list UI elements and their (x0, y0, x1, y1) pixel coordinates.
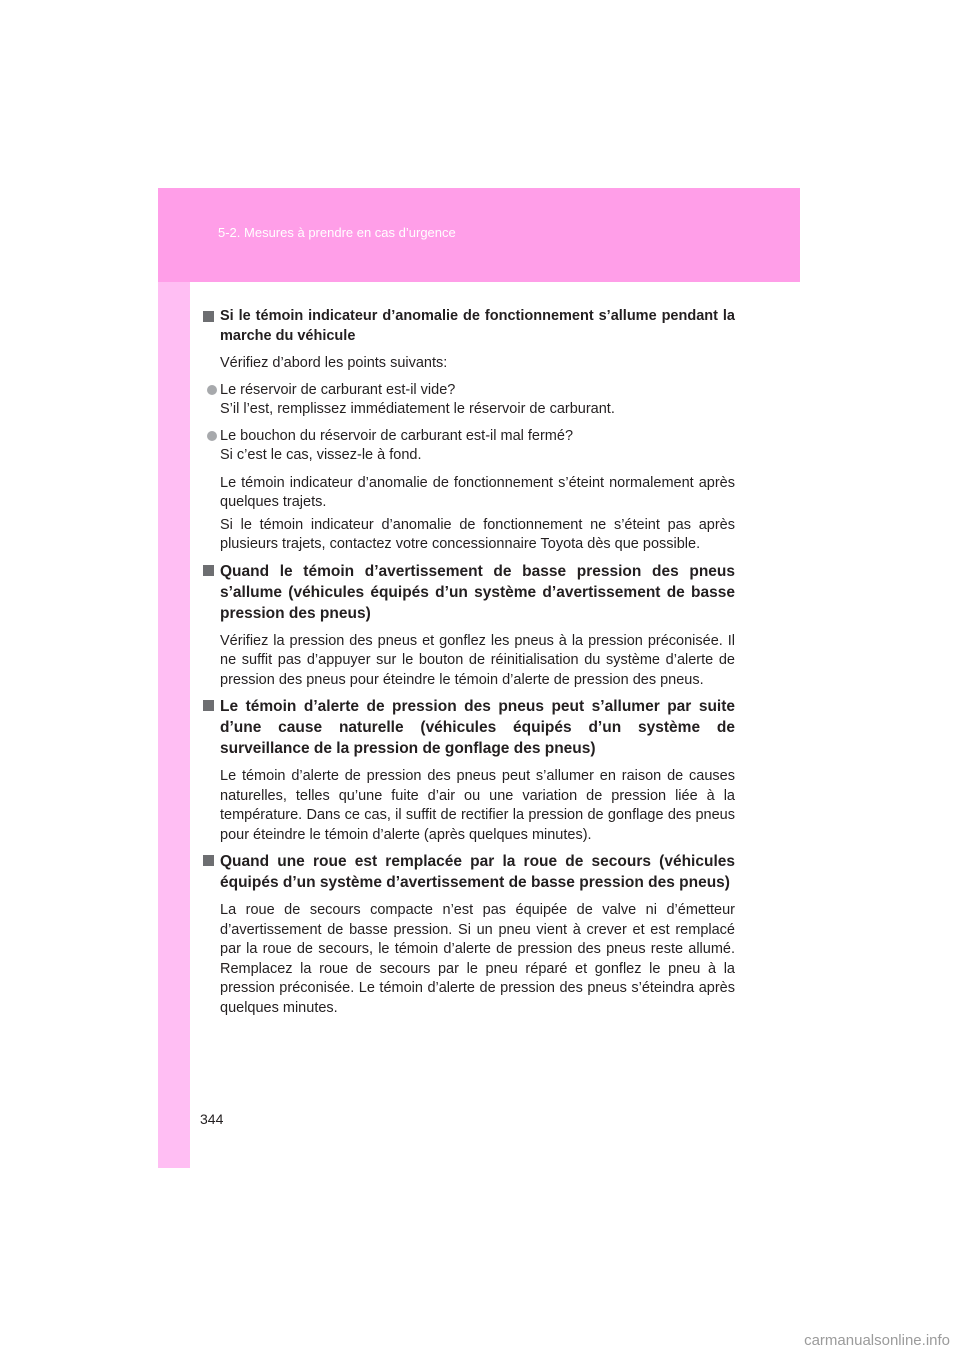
paragraph: La roue de secours compacte n’est pas équipée de valve ni d’émetteur d’avertissement de basse pression. Si un pneu vient à crever et est remplacé par la roue de secours, le témoin d’alerte de pression des pneus reste allumé. Remplacez la roue de secours par le pneu réparé et gonflez le pneu à la pression préconisée. Le témoin d’alerte de pression des pneus s’éteindra après quelques minutes. (220, 902, 735, 1016)
section-natural-cause (203, 696, 735, 845)
section-malfunction-indicator (203, 307, 735, 555)
side-strip (158, 188, 190, 1168)
paragraph: Vérifiez d’abord les points suivants: (220, 355, 448, 371)
round-bullet-icon (207, 431, 217, 441)
section-spare-wheel (203, 851, 735, 1018)
list-item-answer: Si c’est le cas, vissez-le à fond. (220, 447, 422, 463)
square-bullet-icon (203, 565, 214, 576)
round-bullet-icon (207, 385, 217, 395)
square-bullet-icon (203, 311, 214, 322)
square-bullet-icon (203, 700, 214, 711)
section-heading: Le témoin d’alerte de pression des pneus peut s’allumer par suite d’une cause naturelle (véhicules équipés d’un système de surveillance de la pression de gonflage des pneus) (220, 698, 735, 757)
list-item-question: Le réservoir de carburant est-il vide? (220, 381, 456, 398)
section-header-title: 5-2. Mesures à prendre en cas d’urgence (218, 225, 456, 240)
paragraph: Le témoin d’alerte de pression des pneus peut s’allumer en raison de causes naturelles, telles qu’une fuite d’air ou une variation de pression liée à la température. Dans ce cas, il suffit de rectifier la pression de gonflage des pneus pour éteindre le témoin d’alerte (après quelques minutes). (220, 768, 735, 843)
page-number: 344 (200, 1111, 224, 1127)
list-item (220, 381, 735, 420)
list-item-question: Le bouchon du réservoir de carburant est-il mal fermé? (220, 427, 574, 444)
list-item (220, 427, 735, 466)
section-low-pressure-warning (203, 561, 735, 691)
page-content (203, 307, 735, 1024)
list-item-answer: S’il l’est, remplissez immédiatement le réservoir de carburant. (220, 401, 615, 417)
watermark-text: carmanualsonline.info (804, 1332, 950, 1349)
paragraph: Le témoin indicateur d’anomalie de fonctionnement s’éteint normalement après quelques trajets. (220, 474, 735, 510)
section-heading: Quand le témoin d’avertissement de basse pression des pneus s’allume (véhicules équipés d’un système d’avertissement de basse pression des pneus) (220, 562, 735, 622)
section-heading: Quand une roue est remplacée par la roue de secours (véhicules équipés d’un système d’avertissement de basse pression des pneus) (220, 853, 735, 891)
square-bullet-icon (203, 855, 214, 866)
paragraph: Si le témoin indicateur d’anomalie de fonctionnement ne s’éteint pas après plusieurs trajets, contactez votre concessionnaire Toyota dès que possible. (220, 516, 735, 552)
paragraph: Vérifiez la pression des pneus et gonflez les pneus à la pression préconisée. Il ne suffit pas d’appuyer sur le bouton de réinitialisation du système d’alerte de pression des pneus pour éteindre le témoin d’alerte de pression des pneus. (220, 632, 735, 688)
section-heading: Si le témoin indicateur d’anomalie de fonctionnement s’allume pendant la marche du véhicule (220, 308, 735, 344)
